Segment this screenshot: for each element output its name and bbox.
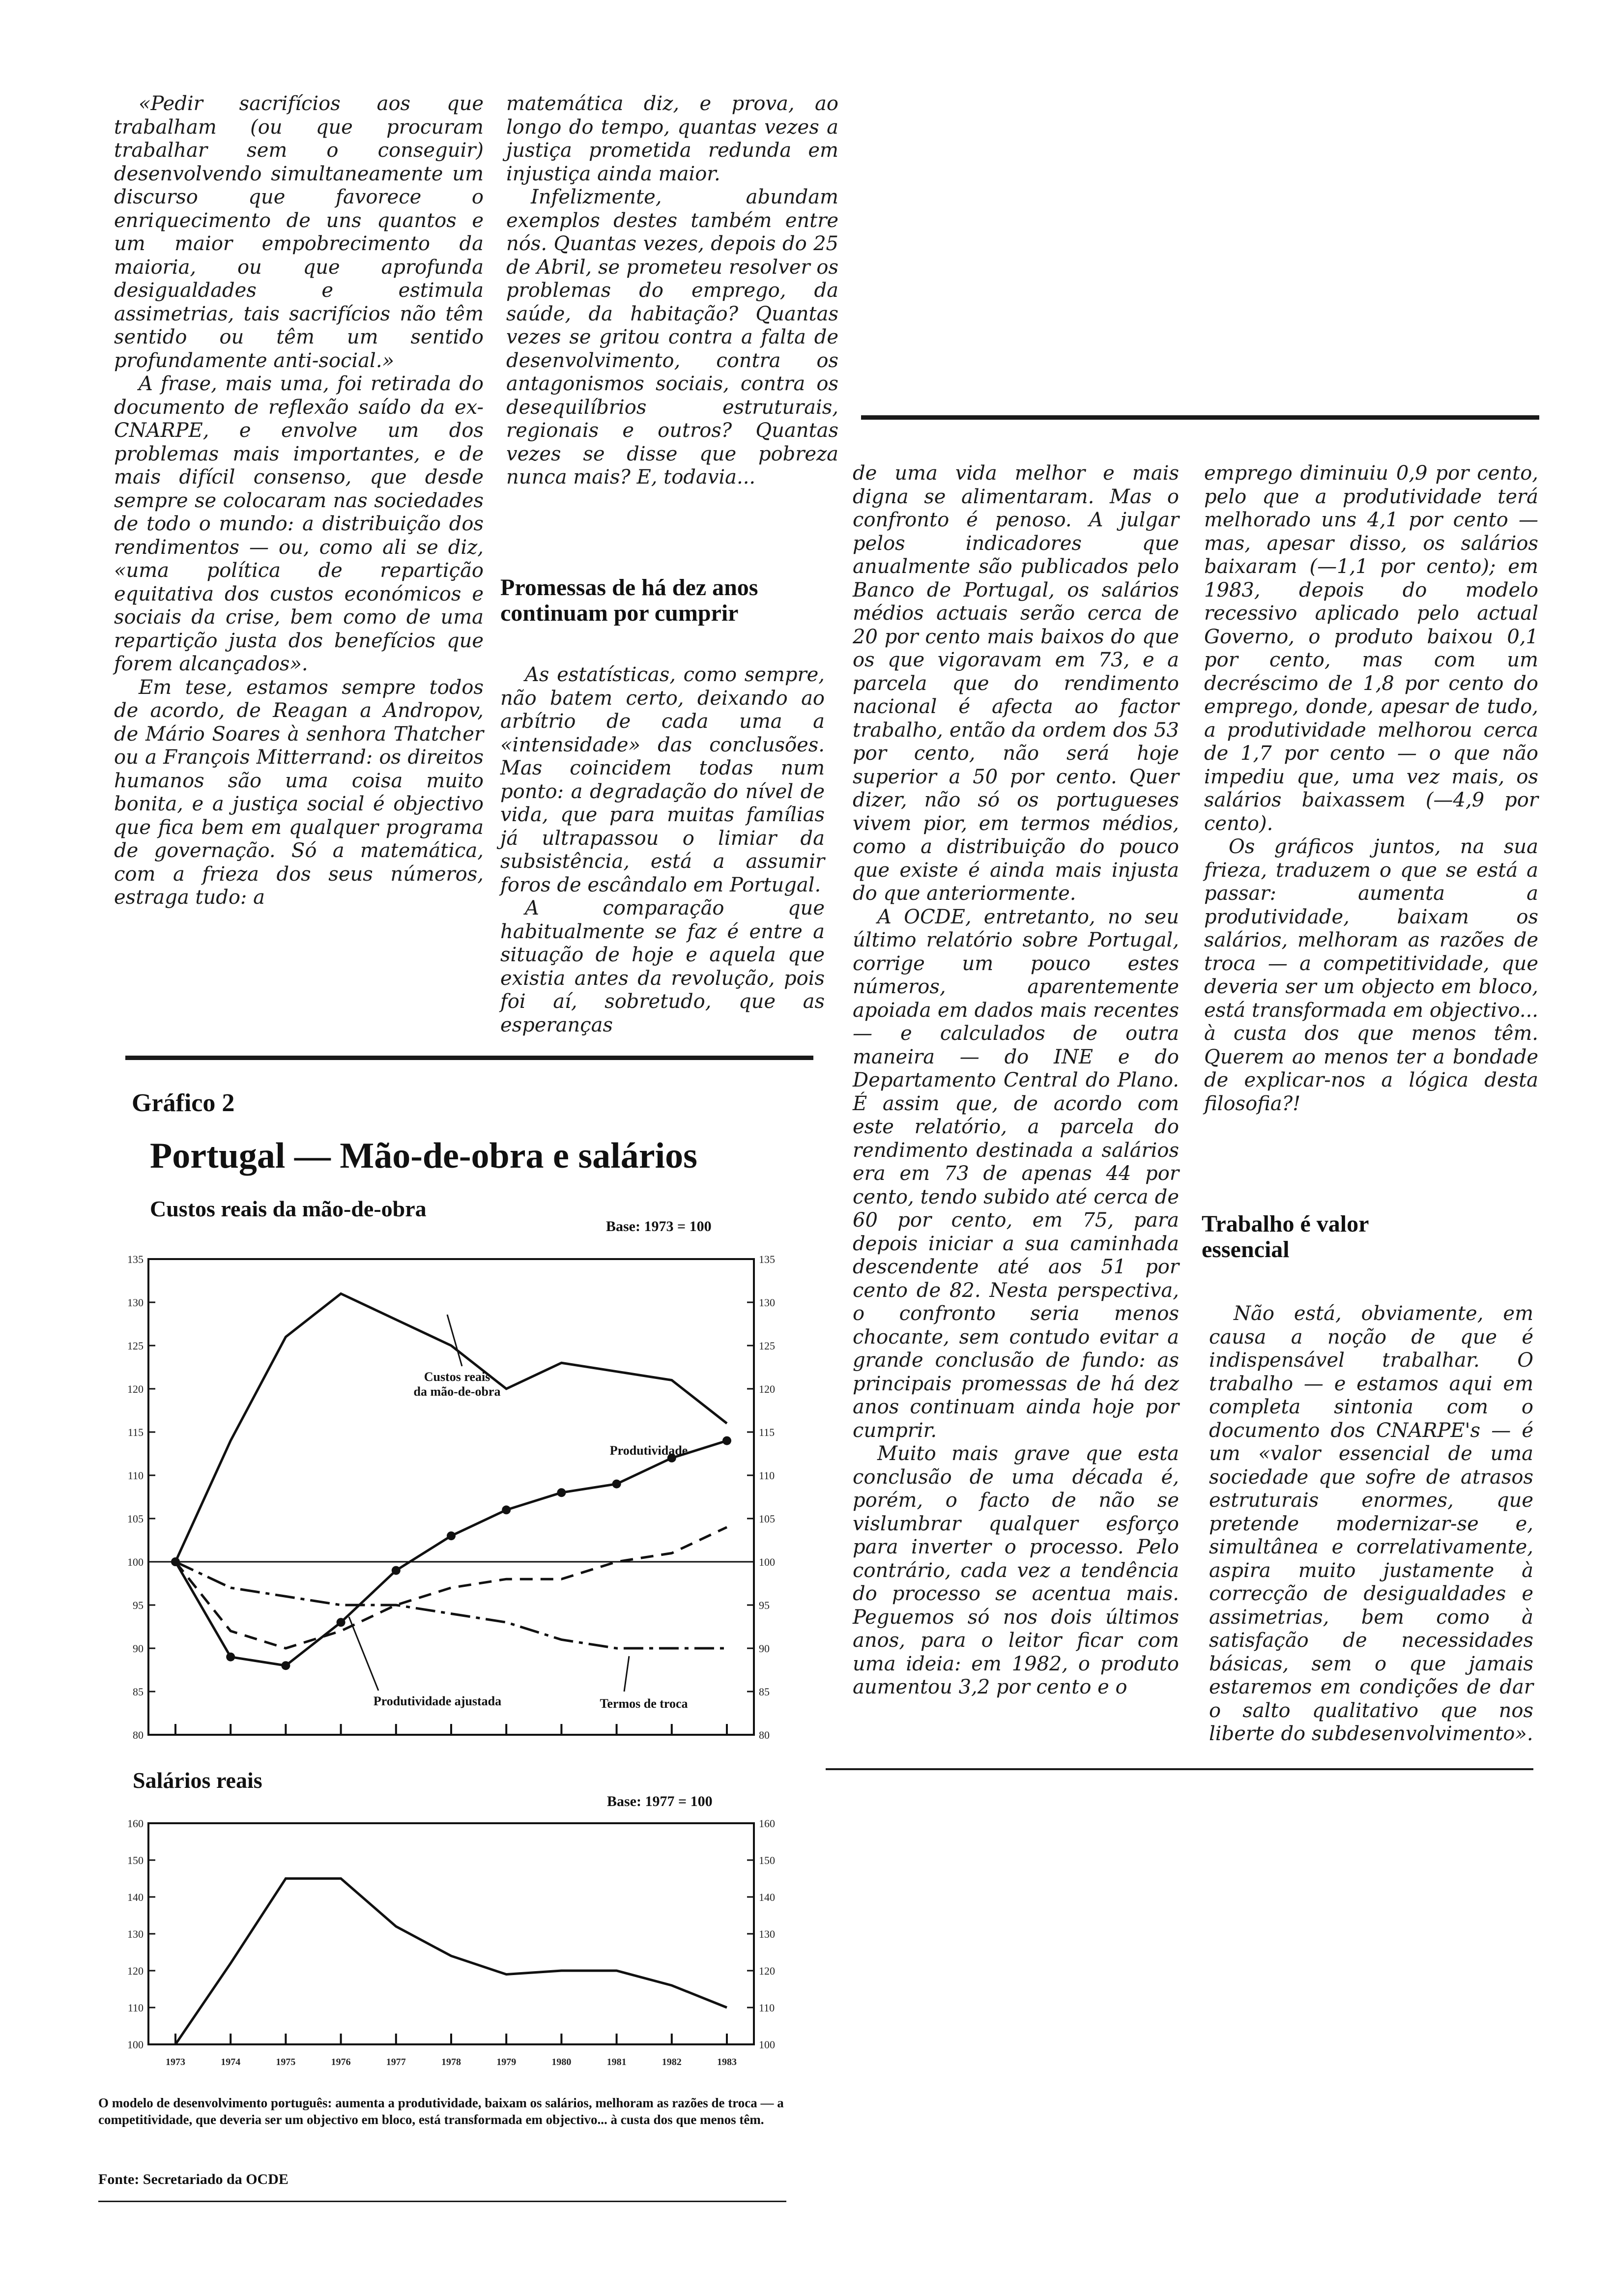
y-tick-label: 150: [759, 1854, 775, 1866]
y-tick-label: 120: [127, 1383, 144, 1395]
paragraph: As estatísticas, como sempre, não batem certo, deixando ao arbítrio de cada uma a «intensidade» das conclusões. Mas coincidem todas num ponto: a degradação do nível de vida, que para muitas famílias já ultrapassou o limiar da subsistência, está a assumir foros de escândalo em Portugal.: [500, 663, 825, 896]
label-leader: [447, 1315, 462, 1366]
paragraph: matemática diz, e prova, ao longo do tempo, quantas vezes a justiça prometida redunda em injustiça ainda maior.: [506, 92, 838, 185]
y-tick-label: 80: [133, 1729, 144, 1741]
x-tick-label: 1978: [441, 2057, 461, 2067]
y-tick-label: 140: [759, 1891, 775, 1903]
y-tick-label: 110: [127, 1469, 144, 1482]
article-column-4-bottom: [1209, 1302, 1533, 1746]
y-tick-label: 105: [127, 1513, 144, 1525]
y-tick-label: 130: [127, 1928, 144, 1940]
chart-1-title: Custos reais da mão-de-obra: [150, 1196, 427, 1221]
data-point: [226, 1653, 235, 1662]
paragraph: «Pedir sacrifícios aos que trabalham (ou que procuram trabalhar sem o conseguir) desenvolvendo simultaneamente um discurso que favorece o enriquecimento de uns quantos e um maior empobrecimento da maioria, ou que aprofunda desigualdades e estimula assimetrias, tais sacrifícios não têm sentido ou têm um sentido profundamente anti-social.»: [114, 92, 484, 372]
paragraph: Não está, obviamente, em causa a noção de que é indispensável trabalhar. O trabalho — e estamos aqui em completa sintonia com o documento dos CNARPE's — é um «valor essencial de uma sociedade que sofre de atrasos estruturais enormes, que pretende modernizar-se e, simultânea e correlativamente, aspira muito justamente à correcção de desigualdades e assimetrias, bem como à satisfação de necessidades básicas, sem o que jamais estaremos em condições de dar o salto qualitativo que nos liberte do subdesenvolvimento».: [1209, 1302, 1533, 1745]
y-tick-label: 120: [127, 1965, 144, 1977]
figure-label: Gráfico 2: [132, 1089, 235, 1117]
x-tick-label: 1973: [166, 2057, 185, 2067]
series-line: [175, 1879, 727, 2045]
chart-2-base-label: Base: 1977 = 100: [607, 1793, 713, 1809]
data-point: [612, 1480, 621, 1489]
x-tick-label: 1976: [331, 2057, 351, 2067]
divider-rule: [826, 1768, 1533, 1770]
y-tick-label: 125: [127, 1340, 144, 1352]
paragraph: emprego diminuiu 0,9 por cento, pelo que a produtividade terá melhorado uns 4,1 por cento — mas, apesar disso, os salários baixaram (—1,1 por cento); em 1983, depois do modelo recessivo aplicado pelo actual Governo, o produto baixou 0,1 por cento, mas com um decréscimo de 1,8 por cento do emprego, donde, apesar de tudo, a produtividade melhorou cerca de 1,7 por cento — o que não impediu que, uma vez mais, os salários baixassem (—4,9 por cento).: [1204, 462, 1538, 835]
series-label: Produtividade ajustada: [373, 1694, 502, 1708]
y-tick-label: 140: [127, 1891, 144, 1903]
y-tick-label: 90: [759, 1642, 770, 1655]
article-column-1: [114, 92, 484, 910]
paragraph: Infelizmente, abundam exemplos destes também entre nós. Quantas vezes, depois do 25 de Abril, se prometeu resolver os problemas do emprego, da saúde, da habitação? Quantas vezes se gritou contra a falta de desenvolvimento, contra os antagonismos sociais, contra os desequilíbrios estruturais, regionais e outros? Quantas vezes se disse que pobreza nunca mais? E, todavia...: [506, 186, 838, 488]
series-label: Termos de troca: [600, 1696, 688, 1711]
paragraph: A frase, mais uma, foi retirada do documento de reflexão saído da ex-CNARPE, e envolve um dos problemas mais importantes, e de mais difícil consenso, que desde sempre se colocaram nas sociedades de todo o mundo: a distribuição dos rendimentos — ou, como ali se diz, «uma política de repartição equitativa dos custos económicos e sociais da crise, bem como de uma repartição justa dos benefícios que forem alcançados».: [114, 373, 484, 675]
series-label: da mão-de-obra: [413, 1384, 501, 1399]
article-column-2-top: [506, 92, 838, 489]
paragraph: Em tese, estamos sempre todos de acordo, de Reagan a Andropov, de Mário Soares à senhora Thatcher ou a François Mitterrand: os direitos humanos são uma coisa muito bonita, e a justiça social é objectivo que fica bem em qualquer programa de governação. Só a matemática, com a frieza dos seus números, estraga tudo: a: [114, 676, 484, 909]
paragraph: A OCDE, entretanto, no seu último relatório sobre Portugal, corrige um pouco estes números, aparentemente apoiada em dados mais recentes — e calculados de outra maneira — do INE e do Departamento Central do Plano. É assim que, de acordo com este relatório, a parcela do rendimento destinada a salários era em 73 de apenas 44 por cento, tendo subido até cerca de 60 por cento, em 75, para depois iniciar a sua caminhada descendente até aos 51 por cento de 82. Nesta perspectiva, o confronto seria menos chocante, sem contudo evitar a grande conclusão de fundo: as principais promessas de há dez anos continuam ainda hoje por cumprir.: [853, 905, 1179, 1442]
article-column-4: [1204, 462, 1538, 1116]
x-tick-label: 1981: [606, 2057, 627, 2067]
data-point: [502, 1505, 511, 1514]
y-tick-label: 105: [759, 1513, 775, 1525]
paragraph: A comparação que habitualmente se faz é entre a situação de hoje e aquela que existia antes da revolução, pois foi aí, sobretudo, que as esperanças: [500, 897, 825, 1036]
article-column-2-bottom: [500, 663, 825, 1037]
y-tick-label: 95: [133, 1599, 144, 1611]
y-tick-label: 100: [127, 2038, 144, 2051]
series-label: Produtividade: [609, 1443, 688, 1458]
data-point: [392, 1566, 401, 1575]
figure-bottom-rule: [98, 2201, 786, 2202]
y-tick-label: 135: [759, 1253, 775, 1265]
y-tick-label: 80: [759, 1729, 770, 1741]
paragraph: Os gráficos juntos, na sua frieza, traduzem o que se está a passar: aumenta a produtividade, baixam os salários, melhoram as razões de troca — a competitividade, que deveria ser um objecto em bloco, está transformada em objectivo... à custa dos que menos têm. Querem ao menos ter a bondade de explicar-nos a lógica desta filosofia?!: [1204, 835, 1538, 1115]
series-line: [175, 1562, 727, 1648]
data-point: [447, 1531, 456, 1540]
paragraph: de uma vida melhor e mais digna se alimentaram. Mas o confronto é penoso. A julgar pelos indicadores que anualmente são publicados pelo Banco de Portugal, os salários médios actuais serão cerca de 20 por cento mais baixos do que os que vigoravam em 73, e a parcela que do rendimento nacional é afecta ao factor trabalho, então da ordem dos 53 por cento, não será hoje superior a 50 por cento. Quer dizer, não só os portugueses vivem pior, em termos médios, como a distribuição do pouco que existe é ainda mais injusta do que anteriormente.: [853, 462, 1179, 905]
y-tick-label: 110: [759, 2002, 775, 2014]
y-tick-label: 110: [759, 1469, 775, 1482]
y-tick-label: 150: [127, 1854, 144, 1866]
chart-real-wages: [113, 1764, 801, 2079]
data-point: [337, 1618, 345, 1627]
x-tick-label: 1979: [496, 2057, 517, 2067]
y-tick-label: 95: [759, 1599, 770, 1611]
y-tick-label: 115: [127, 1426, 144, 1438]
subheading: Promessas de há dez anos continuam por cumprir: [500, 574, 758, 626]
chart-2-title: Salários reais: [133, 1768, 262, 1793]
plot-frame: [148, 1823, 754, 2044]
chart-labour-costs: [113, 1194, 801, 1759]
data-point: [722, 1436, 731, 1445]
series-line: [175, 1527, 727, 1648]
series-line: [175, 1441, 727, 1666]
y-tick-label: 130: [759, 1928, 775, 1940]
x-tick-label: 1977: [386, 2057, 406, 2067]
label-leader: [349, 1617, 378, 1691]
series-line: [175, 1293, 727, 1562]
divider-rule: [861, 415, 1539, 420]
chart-1-base-label: Base: 1973 = 100: [606, 1218, 712, 1234]
y-tick-label: 120: [759, 1383, 775, 1395]
x-tick-label: 1982: [662, 2057, 682, 2067]
y-tick-label: 130: [759, 1296, 775, 1309]
subheading: Trabalho é valor essencial: [1202, 1211, 1369, 1263]
y-tick-label: 125: [759, 1340, 775, 1352]
y-tick-label: 110: [127, 2002, 144, 2014]
figure-title: Portugal — Mão-de-obra e salários: [150, 1136, 697, 1176]
data-point: [557, 1488, 566, 1497]
y-tick-label: 100: [759, 2038, 775, 2051]
paragraph: Muito mais grave que esta conclusão de uma década é, porém, o facto de não se vislumbrar qualquer esforço para inverter o processo. Pelo contrário, cada vez a tendência do processo se acentua mais. Peguemos só nos dois últimos anos, para o leitor ficar com uma ideia: em 1982, o produto aumentou 3,2 por cento e o: [853, 1442, 1179, 1698]
x-tick-label: 1975: [276, 2057, 296, 2067]
x-tick-label: 1974: [221, 2057, 241, 2067]
y-tick-label: 90: [133, 1642, 144, 1655]
y-tick-label: 115: [759, 1426, 775, 1438]
figure-caption: O modelo de desenvolvimento português: aumenta a produtividade, baixam os salários, melhoram as razões de troca — a competitividade, que deveria ser um objectivo em bloco, está transformada em objectivo... à custa dos que menos têm.: [98, 2095, 784, 2127]
figure-top-rule: [125, 1056, 813, 1060]
label-leader: [624, 1656, 629, 1692]
y-tick-label: 135: [127, 1253, 144, 1265]
x-tick-label: 1980: [551, 2057, 572, 2067]
y-tick-label: 100: [127, 1556, 144, 1568]
y-tick-label: 85: [759, 1686, 770, 1698]
figure-source: Fonte: Secretariado da OCDE: [98, 2171, 288, 2187]
data-point: [281, 1661, 290, 1670]
y-tick-label: 160: [759, 1817, 775, 1830]
y-tick-label: 120: [759, 1965, 775, 1977]
y-tick-label: 100: [759, 1556, 775, 1568]
y-tick-label: 160: [127, 1817, 144, 1830]
article-column-3: [853, 462, 1179, 1699]
series-label: Custos reais: [424, 1370, 490, 1384]
x-tick-label: 1983: [717, 2057, 737, 2067]
y-tick-label: 130: [127, 1296, 144, 1309]
y-tick-label: 85: [133, 1686, 144, 1698]
